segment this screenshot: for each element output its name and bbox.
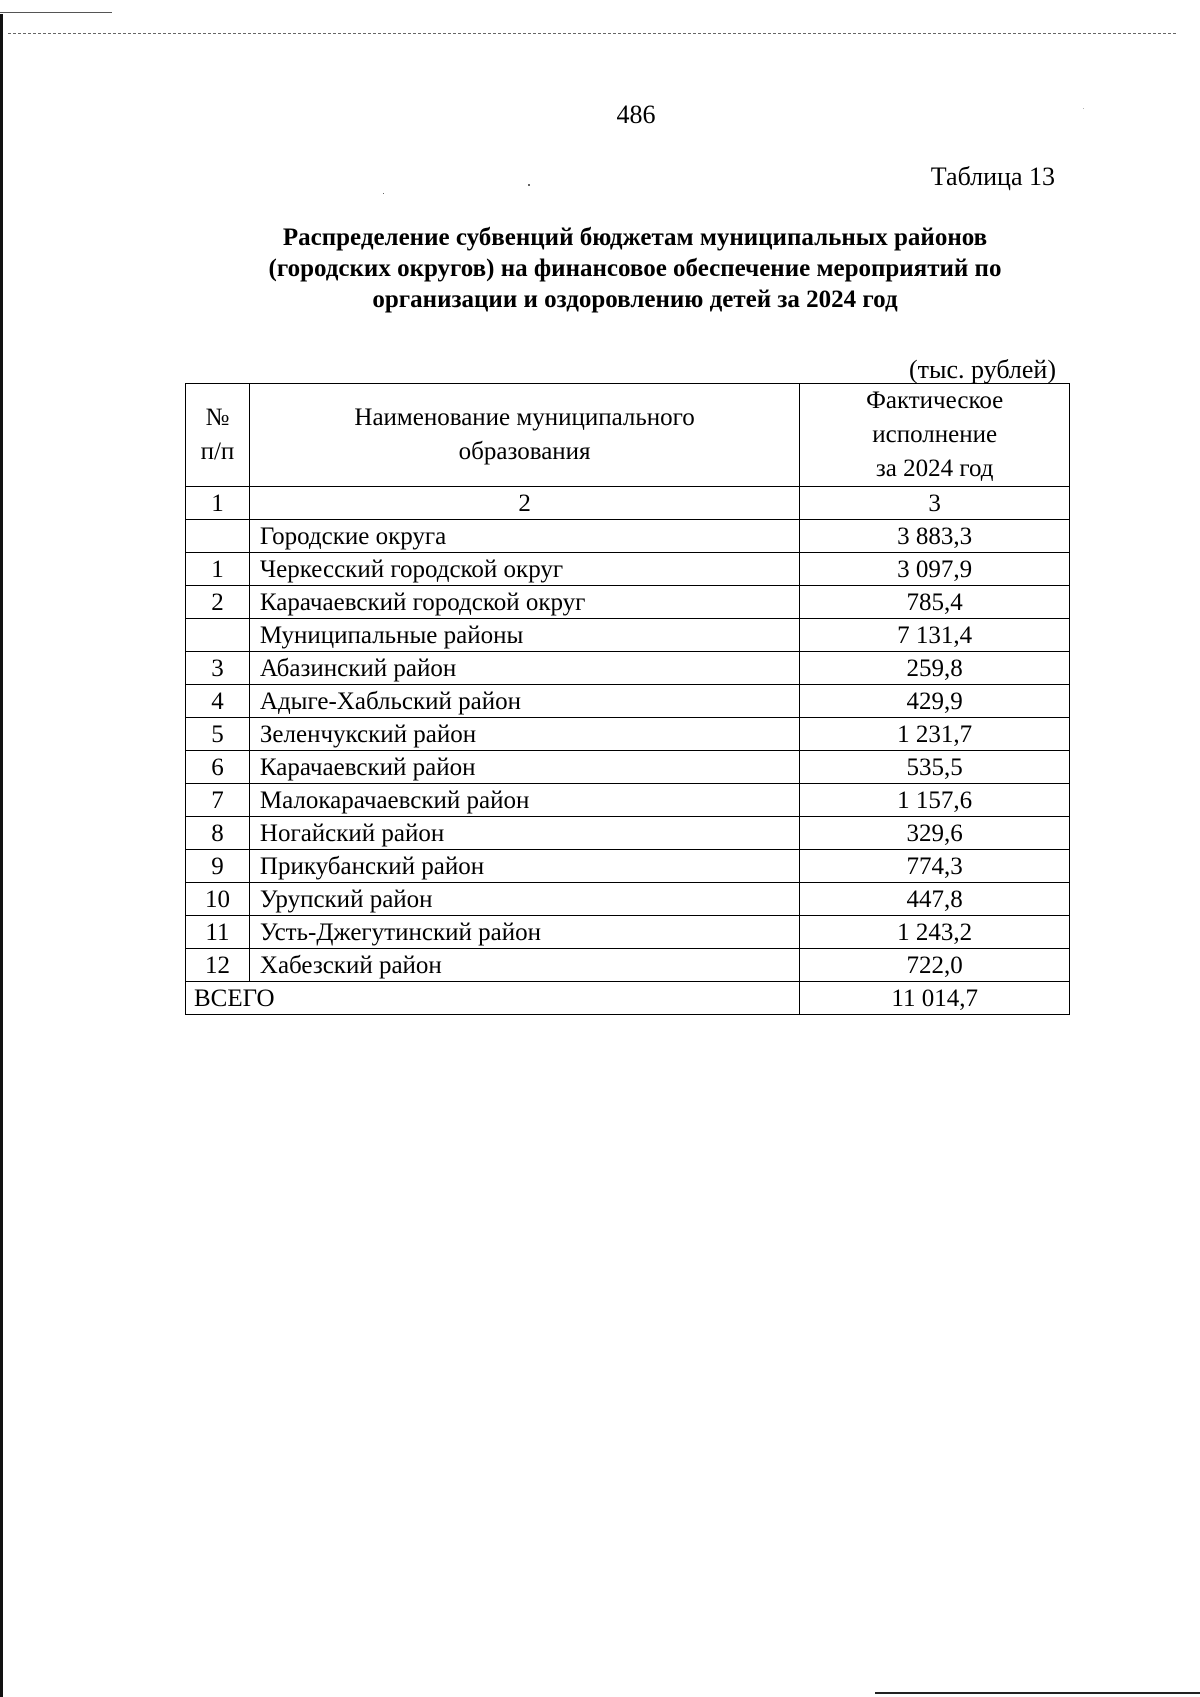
table-caption: Таблица 13	[930, 162, 1055, 191]
scan-artifact-dashed-line	[8, 33, 1176, 34]
total-row	[186, 982, 1070, 1015]
table-row	[186, 553, 1070, 586]
column-number: 1	[186, 487, 250, 520]
table-row	[186, 916, 1070, 949]
execution-value: 3 883,3	[800, 520, 1070, 553]
table-row	[186, 817, 1070, 850]
row-number: 10	[186, 883, 250, 916]
header-text: за 2024 год	[875, 455, 994, 482]
row-number: 3	[186, 652, 250, 685]
municipality-name: Адыге-Хабльский район	[249, 685, 799, 718]
scan-artifact-line	[0, 12, 112, 13]
header-value	[800, 384, 1070, 487]
row-number: 5	[186, 718, 250, 751]
header-text: п/п	[200, 438, 235, 465]
column-number-row	[186, 487, 1070, 520]
table-row	[186, 784, 1070, 817]
header-text: №	[205, 404, 230, 431]
row-number: 7	[186, 784, 250, 817]
table-row	[186, 949, 1070, 982]
total-value: 11 014,7	[800, 982, 1070, 1015]
execution-value: 259,8	[800, 652, 1070, 685]
row-number: 1	[186, 553, 250, 586]
scan-speck	[383, 193, 384, 194]
execution-value: 1 243,2	[800, 916, 1070, 949]
title-line: (городских округов) на финансовое обеспечение мероприятий по	[268, 255, 1002, 282]
municipality-name: Карачаевский городской округ	[249, 586, 799, 619]
execution-value: 3 097,9	[800, 553, 1070, 586]
execution-value: 774,3	[800, 850, 1070, 883]
municipality-name: Урупский район	[249, 883, 799, 916]
table-header-row	[186, 384, 1070, 487]
row-number	[186, 520, 250, 553]
total-label: ВСЕГО	[186, 982, 800, 1015]
row-number: 11	[186, 916, 250, 949]
units-label: (тыс. рублей)	[908, 355, 1056, 384]
header-name	[249, 384, 799, 487]
scan-artifact-left-edge	[0, 14, 3, 1697]
header-text: Фактическое	[866, 387, 1004, 414]
municipality-name: Прикубанский район	[249, 850, 799, 883]
header-text: образования	[458, 438, 591, 465]
municipality-name: Городские округа	[249, 520, 799, 553]
municipality-name: Ногайский район	[249, 817, 799, 850]
municipality-name: Зеленчукский район	[249, 718, 799, 751]
column-number: 3	[800, 487, 1070, 520]
execution-value: 447,8	[800, 883, 1070, 916]
document-title	[184, 222, 1086, 315]
table-body	[186, 487, 1070, 1015]
municipality-name: Карачаевский район	[249, 751, 799, 784]
municipality-name: Муниципальные районы	[249, 619, 799, 652]
table-row	[186, 751, 1070, 784]
table-row	[186, 652, 1070, 685]
execution-value: 7 131,4	[800, 619, 1070, 652]
municipality-name: Малокарачаевский район	[249, 784, 799, 817]
subvention-table	[185, 383, 1070, 1015]
page-number: 486	[616, 100, 656, 129]
table-row	[186, 718, 1070, 751]
row-number	[186, 619, 250, 652]
header-text: Наименование муниципального	[354, 404, 695, 431]
row-number: 8	[186, 817, 250, 850]
municipality-name: Хабезский район	[249, 949, 799, 982]
header-text: исполнение	[872, 421, 998, 448]
title-line: организации и оздоровлению детей за 2024 год	[372, 286, 898, 313]
row-number: 12	[186, 949, 250, 982]
execution-value: 329,6	[800, 817, 1070, 850]
execution-value: 429,9	[800, 685, 1070, 718]
header-number	[186, 384, 250, 487]
table-row	[186, 685, 1070, 718]
execution-value: 722,0	[800, 949, 1070, 982]
title-line: Распределение субвенций бюджетам муниципальных районов	[282, 224, 988, 251]
column-number: 2	[249, 487, 799, 520]
municipality-name: Усть-Джегутинский район	[249, 916, 799, 949]
execution-value: 785,4	[800, 586, 1070, 619]
municipality-name: Черкесский городской округ	[249, 553, 799, 586]
execution-value: 1 157,6	[800, 784, 1070, 817]
table-row	[186, 586, 1070, 619]
scan-artifact-bottom-line	[875, 1692, 1200, 1694]
row-number: 6	[186, 751, 250, 784]
row-number: 2	[186, 586, 250, 619]
row-number: 4	[186, 685, 250, 718]
row-number: 9	[186, 850, 250, 883]
table-row	[186, 883, 1070, 916]
table-row	[186, 520, 1070, 553]
municipality-name: Абазинский район	[249, 652, 799, 685]
execution-value: 1 231,7	[800, 718, 1070, 751]
execution-value: 535,5	[800, 751, 1070, 784]
table-row	[186, 850, 1070, 883]
scan-speck	[528, 184, 530, 186]
table-row	[186, 619, 1070, 652]
